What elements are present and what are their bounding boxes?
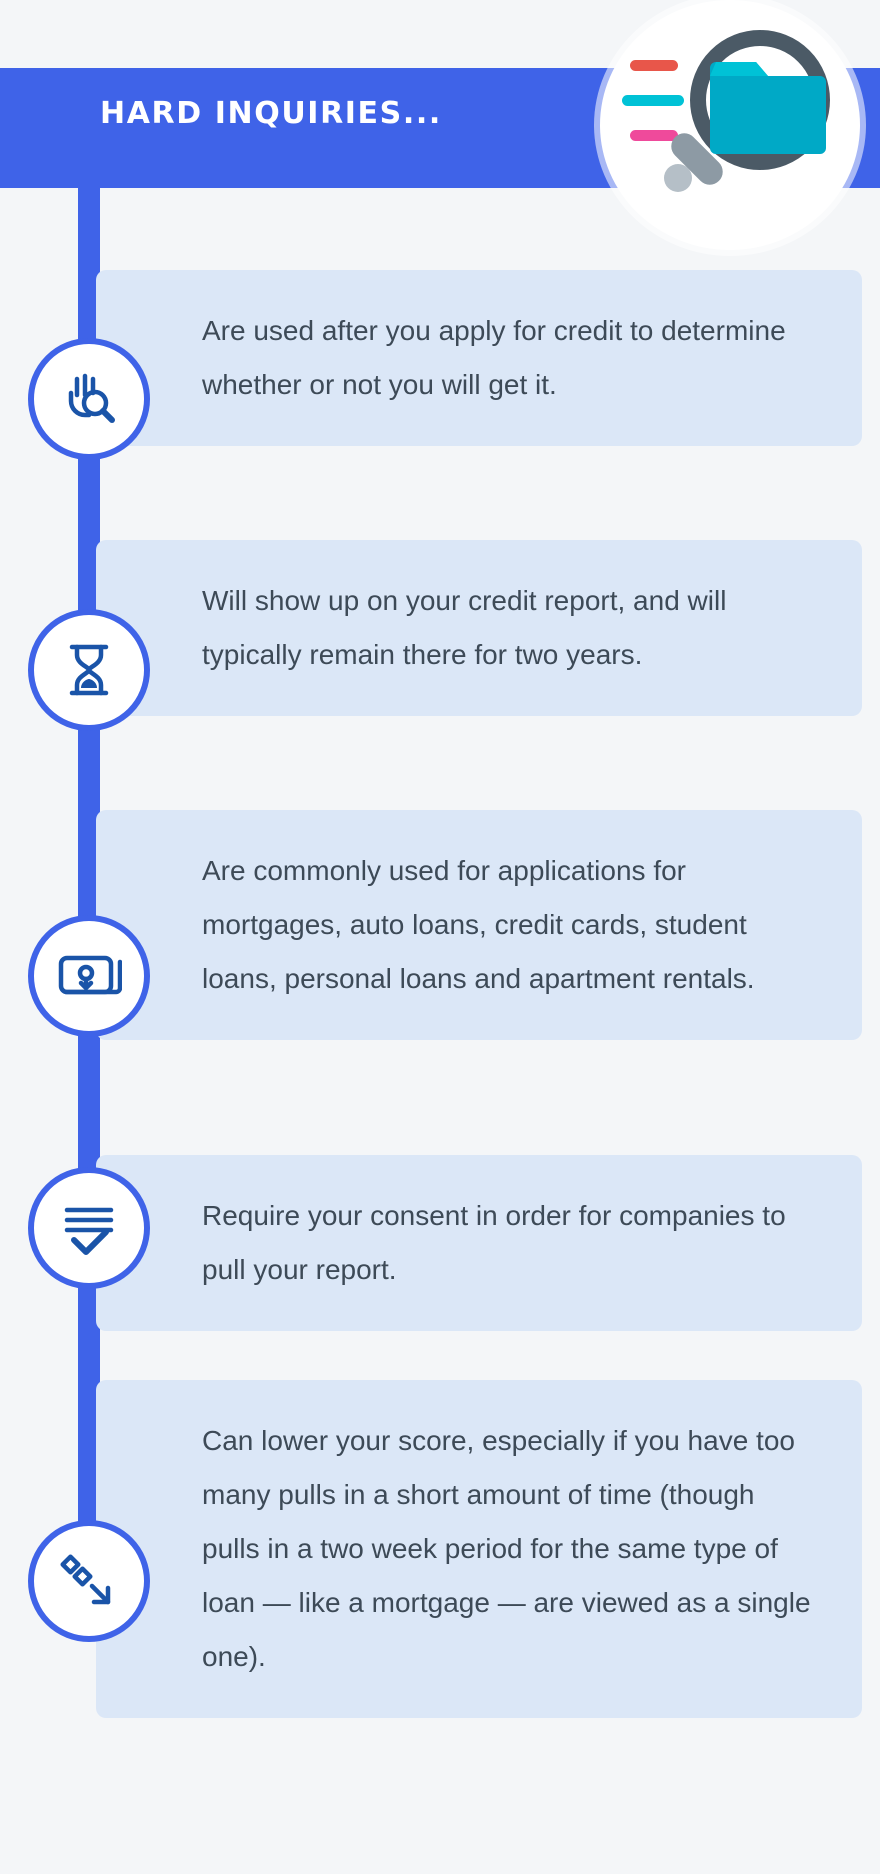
magnifier-hand-icon: [28, 338, 150, 460]
item-text: Will show up on your credit report, and will typically remain there for two years.: [202, 585, 727, 671]
hourglass-icon: [28, 609, 150, 731]
item-text: Are used after you apply for credit to determine whether or not you will get it.: [202, 315, 786, 401]
downward-arrow-icon: [28, 1520, 150, 1642]
document-check-icon: [28, 1167, 150, 1289]
page-title: HARD INQUIRIES...: [100, 96, 442, 131]
item-card: [96, 270, 862, 446]
item-card: [96, 810, 862, 1040]
item-text: Require your consent in order for companies to pull your report.: [202, 1200, 786, 1286]
item-card: [96, 1380, 862, 1718]
magnifier-folder-icon: [600, 0, 860, 250]
item-text: Are commonly used for applications for mortgages, auto loans, credit cards, student loans, personal loans and apartment rentals.: [202, 855, 755, 995]
item-card: [96, 1155, 862, 1331]
item-card: [96, 540, 862, 716]
item-text: Can lower your score, especially if you have too many pulls in a short amount of time (though pulls in a two week period for the same type of loan — like a mortgage — are viewed as a single one).: [202, 1425, 811, 1673]
credit-card-download-icon: [28, 915, 150, 1037]
